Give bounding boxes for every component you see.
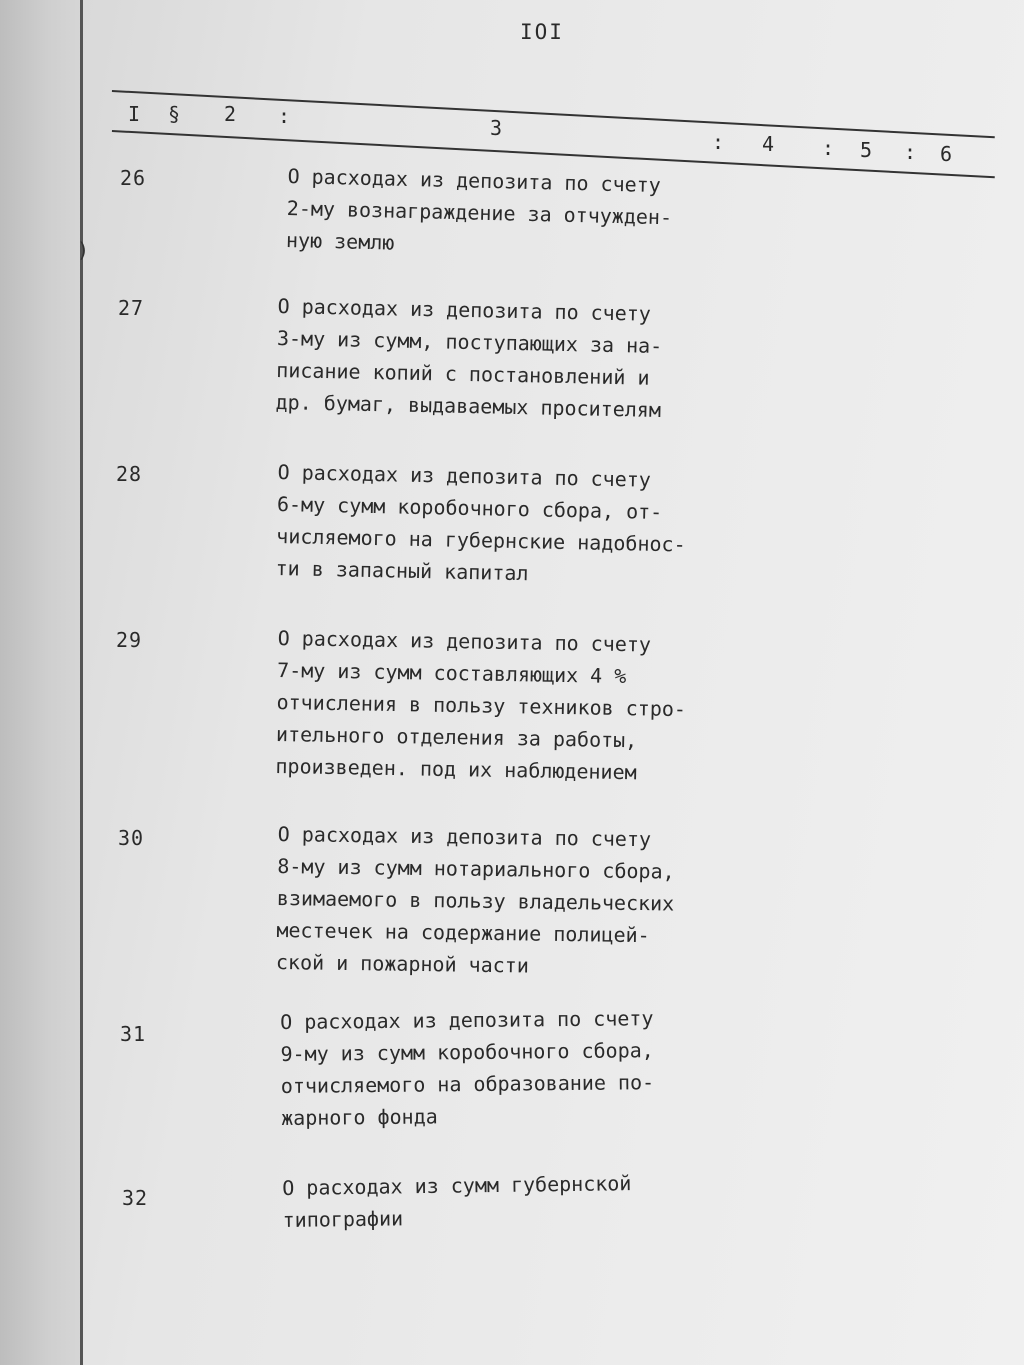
previous-page-edge — [0, 0, 82, 1365]
text-line: О расходах из депозита по счету — [287, 163, 662, 198]
row-text — [275, 622, 687, 789]
text-line: произведен. под их наблюдением — [275, 753, 637, 785]
text-line: 8-му из сумм нотариального сбора, — [277, 853, 675, 884]
text-line: типографии — [282, 1206, 404, 1232]
col-separator: : — [278, 104, 291, 128]
text-line: О расходах из депозита по счету — [277, 821, 652, 852]
text-line: О расходах из сумм губернской — [282, 1171, 632, 1200]
text-line: ительного отделения за работы, — [275, 721, 638, 753]
row-number: 32 — [122, 1186, 149, 1210]
text-line: 3-му из сумм, поступающих за на- — [276, 325, 663, 359]
col-separator: : — [712, 130, 725, 154]
row-text — [276, 818, 676, 984]
col-1-label: I — [128, 102, 141, 126]
text-line: др. бумаг, выдаваемых просителям — [275, 389, 662, 423]
text-line: 6-му сумм коробочного сбора, от- — [276, 491, 663, 525]
col-separator: : — [822, 136, 835, 160]
row-text — [282, 1167, 632, 1236]
row-number: 31 — [120, 1022, 147, 1046]
col-6-label: 6 — [940, 142, 953, 166]
col-section-sign: § — [168, 102, 181, 126]
text-line: О расходах из депозита по счету — [277, 293, 652, 326]
row-number: 26 — [120, 166, 147, 190]
text-line: 9-му из сумм коробочного сбора, — [280, 1038, 654, 1066]
row-number: 30 — [118, 826, 145, 850]
text-line: жарного фонда — [281, 1104, 438, 1130]
row-text — [286, 160, 674, 265]
col-2-label: 2 — [224, 102, 237, 126]
text-line: О расходах из депозита по счету — [277, 625, 652, 657]
margin-mark: ) — [77, 238, 90, 262]
text-line: числяемого на губернские надобнос- — [276, 523, 686, 557]
page-number: IOI — [520, 20, 564, 44]
col-separator: : — [904, 140, 917, 164]
text-line: ную землю — [285, 227, 395, 255]
row-number: 27 — [118, 296, 145, 320]
text-line: О расходах из депозита по счету — [277, 459, 652, 492]
text-line: местечек на содержание полицей- — [276, 917, 650, 948]
col-3-label: 3 — [490, 116, 503, 140]
text-line: О расходах из депозита по счету — [280, 1006, 654, 1034]
text-line: отчисляемого на образование по- — [280, 1070, 655, 1098]
text-line: взимаемого в пользу владельческих — [276, 885, 675, 916]
row-number: 28 — [116, 462, 143, 486]
text-line: 2-му вознаграждение за отчужден- — [286, 195, 673, 230]
col-4-label: 4 — [762, 132, 775, 156]
row-text — [280, 1002, 655, 1134]
row-text — [275, 456, 687, 593]
col-5-label: 5 — [860, 138, 873, 162]
text-line: писание копий с постановлений и — [276, 357, 650, 390]
text-line: ти в запасный капитал — [275, 555, 529, 586]
text-line: отчисления в пользу техников стро- — [276, 689, 687, 722]
row-text — [275, 290, 663, 426]
row-number: 29 — [116, 628, 143, 652]
text-line: ской и пожарной части — [275, 949, 530, 978]
text-line: 7-му из сумм составляющих 4 % — [276, 657, 627, 689]
